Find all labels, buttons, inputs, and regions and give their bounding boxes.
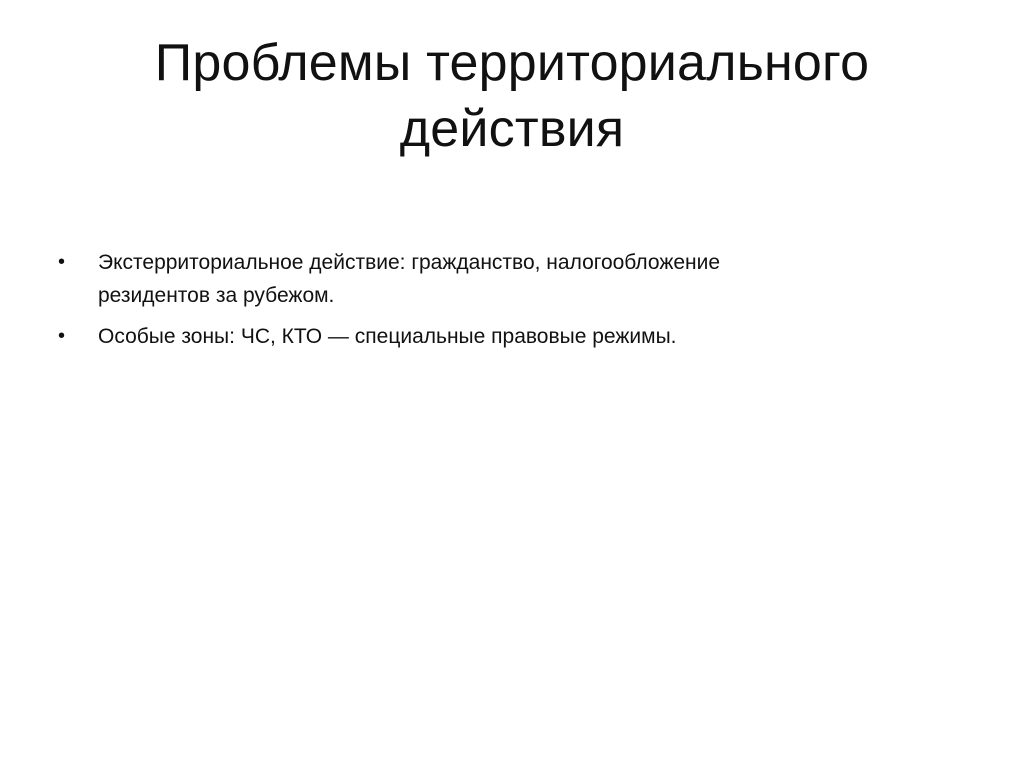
bullet-marker: •	[58, 325, 66, 347]
bullet-marker: •	[58, 251, 66, 273]
bullet-text-line: Особые зоны: ЧС, КТО — специальные правовые режимы.	[98, 325, 677, 348]
bullet-text-line: Экстерриториальное действие: гражданство, налогообложение	[98, 251, 721, 274]
bullet-list	[54, 246, 934, 361]
bullet-item-2	[54, 320, 934, 353]
slide-title-line-1: Проблемы территориального	[154, 34, 870, 92]
bullet-text-line: резидентов за рубежом.	[98, 284, 335, 307]
slide-title	[60, 30, 964, 162]
bullet-item-1	[54, 246, 934, 312]
slide-title-line-2: действия	[399, 100, 625, 158]
